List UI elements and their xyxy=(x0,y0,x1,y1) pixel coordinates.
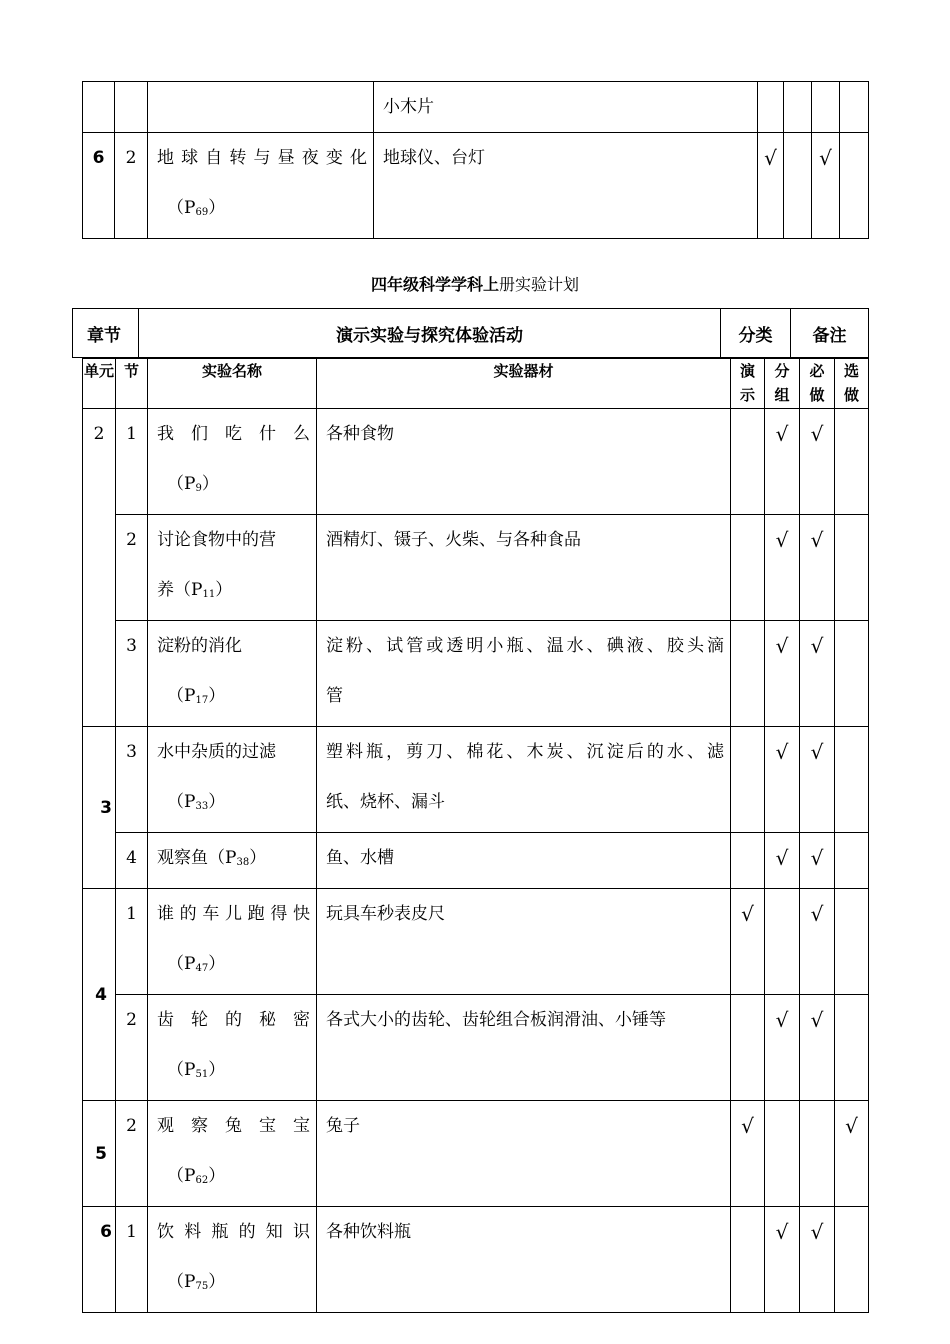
check-mark xyxy=(835,995,869,1101)
materials-cell: 酒精灯、镊子、火柴、与各种食品 xyxy=(317,515,731,621)
table-row xyxy=(83,995,869,1101)
materials-cell: 淀粉、试管或透明小瓶、温水、碘液、胶头滴 管 xyxy=(317,621,731,727)
check-mark: √ xyxy=(765,995,800,1101)
materials-cell: 各种食物 xyxy=(317,409,731,515)
check-mark xyxy=(800,1101,835,1207)
check-mark: √ xyxy=(765,833,800,889)
experiment-name-cell: 我们吃什么 $(P_9)$ xyxy=(148,409,317,515)
check-mark xyxy=(784,133,812,239)
check-mark: √ xyxy=(800,1207,835,1313)
section-cell: 4 xyxy=(116,833,148,889)
check-mark: √ xyxy=(765,727,800,833)
unit-cell: 2 xyxy=(83,409,116,727)
section-header: 节 xyxy=(116,359,148,409)
check-mark: √ xyxy=(800,727,835,833)
table-row xyxy=(83,515,869,621)
optional-header: 选做 xyxy=(835,359,869,409)
table-row xyxy=(83,833,869,889)
table-row xyxy=(83,889,869,995)
check-mark: √ xyxy=(835,1101,869,1207)
header-table xyxy=(72,308,869,358)
table-row xyxy=(83,621,869,727)
check-mark xyxy=(731,727,765,833)
table-row xyxy=(83,409,869,515)
section-cell: 3 xyxy=(116,621,148,727)
check-mark xyxy=(835,1207,869,1313)
materials-cell: 各式大小的齿轮、齿轮组合板润滑油、小锤等 xyxy=(317,995,731,1101)
check-mark: √ xyxy=(758,133,784,239)
check-mark: √ xyxy=(800,995,835,1101)
unit-cell: 6 xyxy=(83,1207,116,1313)
section-cell: 2 xyxy=(116,515,148,621)
section-cell: 2 xyxy=(116,995,148,1101)
check-mark: √ xyxy=(800,409,835,515)
check-mark xyxy=(840,133,869,239)
activities-header: 演示实验与探究体验活动 xyxy=(139,309,721,358)
check-mark xyxy=(731,621,765,727)
unit-cell: 6 xyxy=(83,133,115,239)
table-row xyxy=(83,1101,869,1207)
table-row xyxy=(83,133,869,239)
experiment-name-cell: 齿轮的秘密 $(P_{51})$ xyxy=(148,995,317,1101)
check-mark xyxy=(731,995,765,1101)
materials-cell: 塑料瓶，剪刀、棉花、木炭、沉淀后的水、滤 纸、烧杯、漏斗 xyxy=(317,727,731,833)
check-mark: √ xyxy=(765,621,800,727)
check-mark xyxy=(731,409,765,515)
experiment-name-cell: 讨论食物中的营 养$(P_{11})$ xyxy=(148,515,317,621)
continuation-table xyxy=(82,81,869,239)
experiment-name-cell: 谁的车儿跑得快 $(P_{47})$ xyxy=(148,889,317,995)
chapter-header: 章节 xyxy=(73,309,139,358)
check-mark xyxy=(835,409,869,515)
group-header: 分组 xyxy=(765,359,800,409)
section-cell: 3 xyxy=(116,727,148,833)
check-mark xyxy=(731,1207,765,1313)
materials-cell: 各种饮料瓶 xyxy=(317,1207,731,1313)
category-header: 分类 xyxy=(721,309,791,358)
check-mark: √ xyxy=(765,515,800,621)
materials-cell: 地球仪、台灯 xyxy=(374,133,758,239)
table-row xyxy=(83,82,869,133)
check-mark xyxy=(835,515,869,621)
materials-cell: 兔子 xyxy=(317,1101,731,1207)
check-mark: √ xyxy=(800,621,835,727)
check-mark: √ xyxy=(731,889,765,995)
section-cell: 2 xyxy=(115,133,148,239)
remarks-header: 备注 xyxy=(791,309,869,358)
check-mark xyxy=(731,833,765,889)
table-row xyxy=(83,727,869,833)
name-header: 实验名称 xyxy=(148,359,317,409)
section-cell: 1 xyxy=(116,409,148,515)
check-mark: √ xyxy=(765,409,800,515)
check-mark: √ xyxy=(812,133,840,239)
check-mark xyxy=(765,1101,800,1207)
materials-header: 实验器材 xyxy=(317,359,731,409)
unit-header: 单元 xyxy=(83,359,116,409)
experiment-name-cell: 饮料瓶的知识 $(P_{75})$ xyxy=(148,1207,317,1313)
check-mark: √ xyxy=(800,889,835,995)
experiment-table xyxy=(82,358,869,1313)
experiment-name-cell: 观察鱼$(P_{38})$ xyxy=(148,833,317,889)
check-mark: √ xyxy=(800,515,835,621)
section-cell: 1 xyxy=(116,1207,148,1313)
experiment-name-cell: 水中杂质的过滤 $(P_{33})$ xyxy=(148,727,317,833)
check-mark: √ xyxy=(765,1207,800,1313)
materials-cell: 小木片 xyxy=(374,82,758,133)
unit-cell: 3 xyxy=(83,727,116,889)
check-mark xyxy=(765,889,800,995)
check-mark xyxy=(835,727,869,833)
table-row xyxy=(83,1207,869,1313)
experiment-name-cell: 淀粉的消化 $(P_{17})$ xyxy=(148,621,317,727)
unit-cell: 5 xyxy=(83,1101,116,1207)
check-mark xyxy=(835,889,869,995)
experiment-name-cell: 地球自转与昼夜变化 $(P_{69})$ xyxy=(148,133,374,239)
check-mark xyxy=(731,515,765,621)
required-header: 必做 xyxy=(800,359,835,409)
check-mark xyxy=(835,621,869,727)
materials-cell: 鱼、水槽 xyxy=(317,833,731,889)
experiment-name: 地球自转与昼夜变化 xyxy=(157,148,367,168)
section-cell: 2 xyxy=(116,1101,148,1207)
check-mark: √ xyxy=(731,1101,765,1207)
demo-header: 演示 xyxy=(731,359,765,409)
materials-cell: 玩具车秒表皮尺 xyxy=(317,889,731,995)
check-mark: √ xyxy=(800,833,835,889)
page-title: 四年级科学学科上册实验计划 xyxy=(370,275,580,294)
experiment-name-cell: 观察兔宝宝 $(P_{62})$ xyxy=(148,1101,317,1207)
check-mark xyxy=(835,833,869,889)
unit-cell: 4 xyxy=(83,889,116,1101)
section-cell: 1 xyxy=(116,889,148,995)
